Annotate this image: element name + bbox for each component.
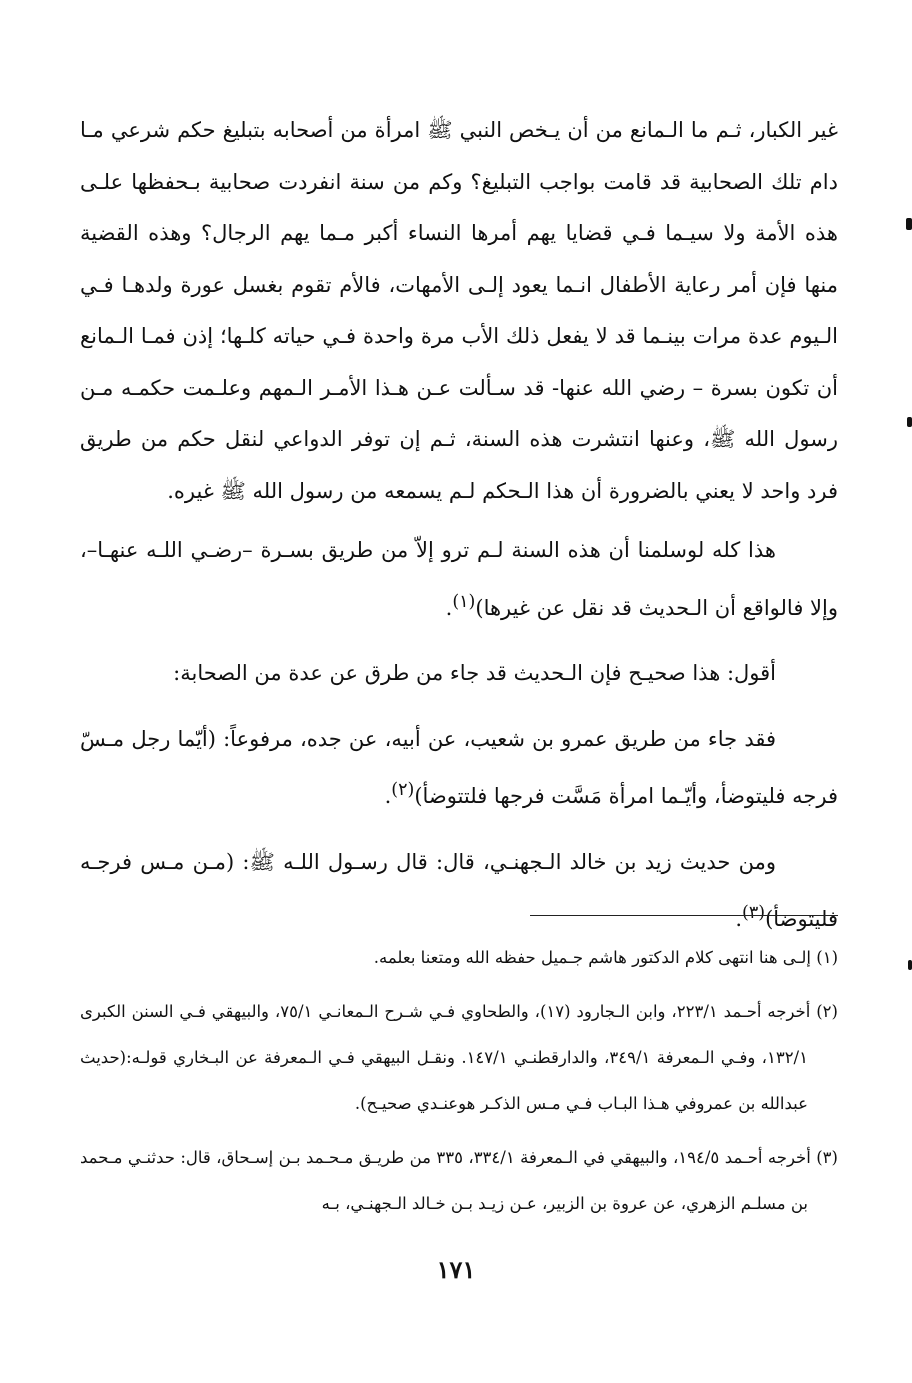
footnote-3: (٣) أخرجه أحـمد ١٩٤/٥، والبيهقي في الـمعرفة ٣٣٤/١، ٣٣٥ من طريـق مـحـمد بـن إسـحاق، قال: حدثنـي مـحمد بن مسلـم الزهري، عن عروة بن الزبير، عـن زيـد بـن خـالد الـجهنـي، بـه bbox=[80, 1148, 838, 1213]
footnotes bbox=[80, 935, 838, 1235]
footnote-1: (١) إلـى هنا انتهى كلام الدكتور هاشم جـميل حفظه الله ومتعنا بعلمه. bbox=[373, 948, 838, 967]
paragraph-4-text: فقد جاء من طريق عمرو بن شعيب، عن أبيه، عن جده، مرفوعاً: (أيّما رجل مـسّ فرجه فليتوضأ، وأيّـما امرأة مَسَّت فرجها فلتتوضأ) bbox=[80, 726, 838, 808]
paragraph-5-text: ومن حديث زيد بن خالد الـجهنـي، قال: قال رسـول اللـه ﷺ: (مـن مـس فرجـه فليتوضأ) bbox=[80, 849, 838, 931]
paragraph-4-end: . bbox=[384, 784, 392, 808]
scan-mark-3 bbox=[908, 960, 912, 970]
paragraph-2 bbox=[80, 525, 838, 634]
footnote-ref-2: (٢) bbox=[391, 780, 415, 800]
page-number: ١٧١ bbox=[436, 1255, 476, 1284]
paragraph-3: أقول: هذا صحيـح فإن الـحديث قد جاء من طرق عن عدة من الصحابة: bbox=[173, 661, 776, 685]
paragraph-5-end: . bbox=[735, 907, 742, 931]
footnote-ref-1: (١) bbox=[452, 591, 476, 612]
scan-mark-2 bbox=[907, 417, 912, 427]
footnote-2: (٢) أخرجه أحـمد ٢٢٣/١، وابن الـجارود (١٧)، والطحاوي فـي شـرح الـمعانـي ٧٥/١، والبيهقي فـي السنن الكبرى ١٣٢/١، وفـي الـمعرفة ٣٤٩/١، والدارقطنـي ١٤٧/١. ونقـل البيهقي فـي الـمعرفة عن البـخاري قولـه:(حديث عبدالله بن عمروفي هـذا البـاب فـي مـس الذكـر هوعنـدي صحيـح). bbox=[80, 1002, 838, 1113]
footnote-ref-3: (٣) bbox=[742, 903, 766, 923]
footnote-separator bbox=[530, 915, 838, 916]
paragraph-2-text: هذا كله لوسلمنا أن هذه السنة لـم ترو إلاّ من طريق بسـرة –رضـي اللـه عنهـا–، وإلا فالواقع أن الـحديث قد نقل عن غيرها) bbox=[80, 538, 838, 620]
paragraph-4 bbox=[80, 714, 838, 823]
scan-mark-1 bbox=[906, 218, 912, 230]
paragraph-1: غير الكبار، ثـم ما الـمانع من أن يـخص النبي ﷺ امرأة من أصحابه بتبليغ حكم شرعي مـا دام تلك الصحابية قد قامت بواجب التبليغ؟ وكم من سنة انفردت صحابية بـحفظها علـى هذه الأمة ولا سيـما فـي قضايا يهم أمرها النساء أكبر مـما يهم الرجال؟ وهذه القضية منها فإن أمر رعاية الأطفال انـما يعود إلـى الأمهات، فالأم تقوم بغسل عورة ولدهـا فـي الـيوم عدة مرات بينـما قد لا يفعل ذلك الأب مرة واحدة فـي حياته كلـها؛ إذن فمـا الـمانع أن تكون بسرة – رضي الله عنها- قد سـألت عـن هـذا الأمـر الـمهم وعلـمت حكمـه مـن رسول الله ﷺ، وعنها انتشرت هذه السنة، ثـم إن توفر الدواعي لنقل حكم من طريق فرد واحد لا يعني بالضرورة أن هذا الـحكم لـم يسمعه من رسول الله ﷺ غيره. bbox=[80, 118, 838, 503]
main-text bbox=[80, 105, 838, 946]
paragraph-2-end: . bbox=[445, 595, 453, 620]
paragraph-5 bbox=[80, 837, 838, 946]
